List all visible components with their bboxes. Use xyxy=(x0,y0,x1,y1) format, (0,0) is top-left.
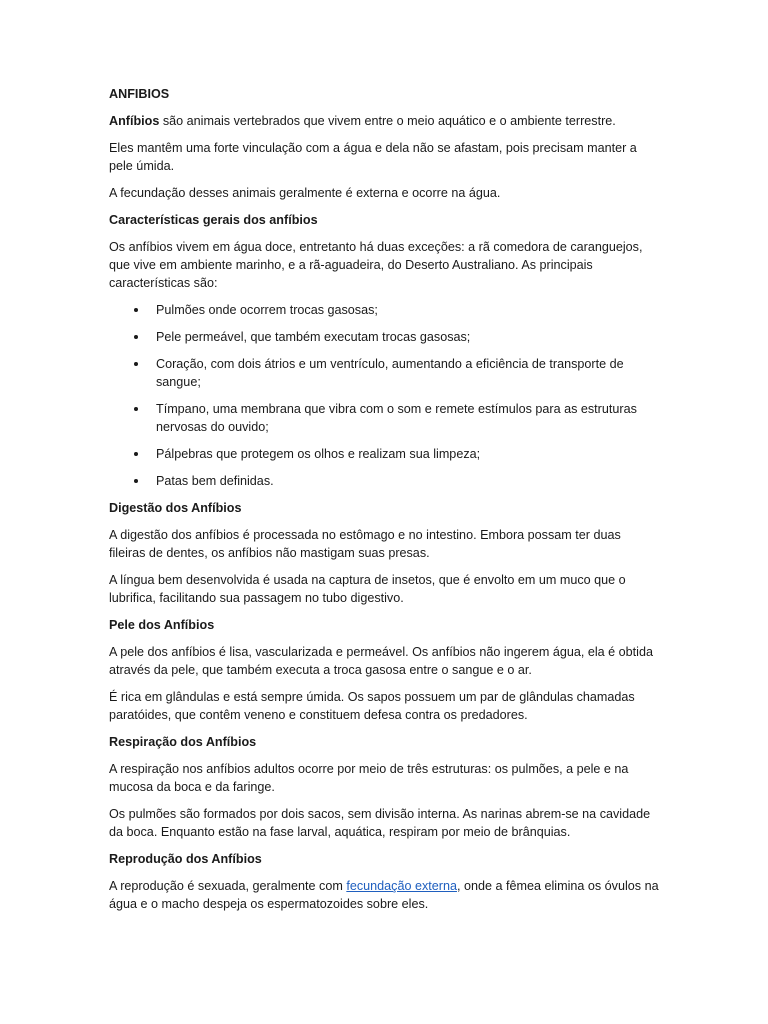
list-item: Pele permeável, que também executam trocas gasosas; xyxy=(156,328,660,346)
paragraph-digestion-2: A língua bem desenvolvida é usada na captura de insetos, que é envolto em um muco que o lubrifica, facilitando sua passagem no tubo digestivo. xyxy=(109,573,626,605)
paragraph-digestion-1: A digestão dos anfíbios é processada no estômago e no intestino. Embora possam ter duas fileiras de dentes, os anfíbios não mastigam suas presas. xyxy=(109,528,621,560)
document-title: ANFIBIOS xyxy=(109,87,170,101)
intro-paragraph xyxy=(109,112,660,130)
heading-respiration: Respiração dos Anfíbios xyxy=(109,735,257,749)
heading-characteristics: Características gerais dos anfíbios xyxy=(109,213,318,227)
list-item: Pulmões onde ocorrem trocas gasosas; xyxy=(156,301,660,319)
paragraph-skin-1: A pele dos anfíbios é lisa, vascularizada e permeável. Os anfíbios não ingerem água, ela é obtida através da pele, que também executa a troca gasosa entre o sangue e o ar. xyxy=(109,645,653,677)
list-item: Pálpebras que protegem os olhos e realizam sua limpeza; xyxy=(156,445,660,463)
list-item: Tímpano, uma membrana que vibra com o som e remete estímulos para as estruturas nervosas do ouvido; xyxy=(156,400,660,436)
paragraph-fertilization: A fecundação desses animais geralmente é externa e ocorre na água. xyxy=(109,186,501,200)
paragraph-characteristics: Os anfíbios vivem em água doce, entretanto há duas exceções: a rã comedora de caranguejos, que vive em ambiente marinho, e a rã-aguadeira, do Deserto Australiano. As principais características são: xyxy=(109,240,643,290)
paragraph-respiration-2: Os pulmões são formados por dois sacos, sem divisão interna. As narinas abrem-se na cavidade da boca. Enquanto estão na fase larval, aquática, respiram por meio de brânquias. xyxy=(109,807,651,839)
paragraph-skin-2: É rica em glândulas e está sempre úmida. Os sapos possuem um par de glândulas chamadas paratóides, que contêm veneno e constituem defesa contra os predadores. xyxy=(109,690,635,722)
intro-term: Anfíbios xyxy=(109,114,160,128)
reproduction-text-after: , onde a fêmea elimina os óvulos na água e o macho despeja os espermatozoides sobre eles. xyxy=(109,879,659,911)
intro-text: são animais vertebrados que vivem entre o meio aquático e o ambiente terrestre. xyxy=(159,114,616,128)
list-item: Patas bem definidas. xyxy=(156,472,660,490)
paragraph-humidity: Eles mantêm uma forte vinculação com a água e dela não se afastam, pois precisam manter a pele úmida. xyxy=(109,141,637,173)
external-fertilization-link[interactable]: fecundação externa xyxy=(346,879,457,893)
list-item: Coração, com dois átrios e um ventrículo, aumentando a eficiência de transporte de sangue; xyxy=(156,355,660,391)
paragraph-reproduction xyxy=(109,877,660,913)
characteristics-list xyxy=(109,301,660,490)
reproduction-text-before: A reprodução é sexuada, geralmente com xyxy=(109,879,347,893)
heading-skin: Pele dos Anfíbios xyxy=(109,618,215,632)
heading-reproduction: Reprodução dos Anfíbios xyxy=(109,852,262,866)
paragraph-respiration-1: A respiração nos anfíbios adultos ocorre por meio de três estruturas: os pulmões, a pele e na mucosa da boca e da faringe. xyxy=(109,762,629,794)
heading-digestion: Digestão dos Anfíbios xyxy=(109,501,242,515)
